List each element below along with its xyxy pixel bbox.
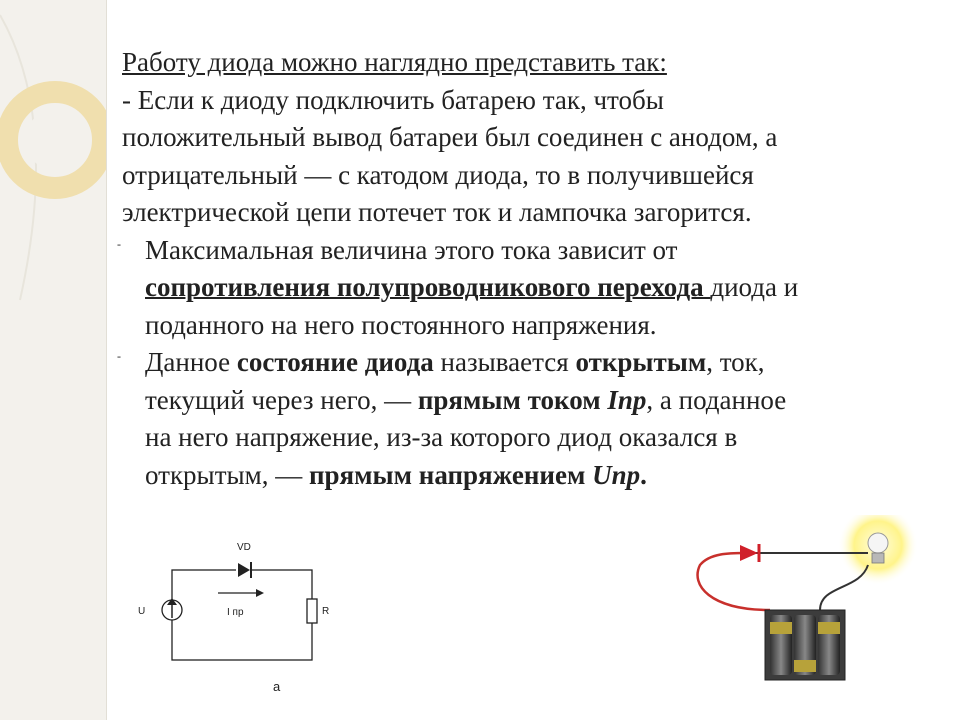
current-arrow — [218, 589, 264, 597]
diode-symbol — [236, 562, 252, 578]
bullet: - — [117, 349, 121, 363]
para1-line4: электрической цепи потечет ток и лампочка загорится. — [122, 197, 752, 227]
decorative-sidebar — [0, 0, 107, 720]
para3-line2: текущий через него, — прямым током Iпр, а поданное — [145, 384, 787, 415]
para2 — [117, 232, 942, 345]
slide-text — [117, 44, 942, 494]
circuit-schematic — [130, 535, 350, 705]
vd-label: VD — [237, 542, 251, 553]
source-symbol — [162, 598, 182, 620]
para3 — [117, 344, 942, 494]
para1-line3: отрицательный — с катодом диода, то в получившейся — [122, 159, 754, 190]
bullet: - — [117, 236, 121, 251]
ring-decoration — [0, 0, 106, 720]
para1-line2: положительный вывод батареи был соединен с анодом, а — [122, 122, 778, 152]
para2-line2: сопротивления полупроводникового перехода диода и — [145, 272, 799, 302]
para3-line3: на него напряжение, из-за которого диод оказался в — [145, 422, 738, 452]
current-label: I пр — [227, 607, 244, 618]
circuit-illustration — [670, 515, 930, 715]
para2-line3: поданного на него постоянного напряжения. — [145, 309, 657, 340]
para2-line1: Максимальная величина этого тока зависит от — [145, 234, 678, 265]
figure-caption: a — [273, 679, 281, 694]
battery-pack — [765, 610, 845, 680]
para1-line1: - Если к диоду подключить батарею так, чтобы — [122, 84, 664, 115]
para3-line1: Данное состояние диода называется открытым, ток, — [145, 347, 765, 377]
r-label: R — [322, 606, 330, 617]
resistor-symbol — [307, 599, 317, 623]
slide-title: Работу диода можно наглядно представить так: — [122, 47, 667, 77]
para3-line4: открытым, — прямым напряжением Uпр. — [145, 459, 647, 490]
diode-component — [740, 544, 759, 562]
u-label: U — [138, 606, 146, 617]
